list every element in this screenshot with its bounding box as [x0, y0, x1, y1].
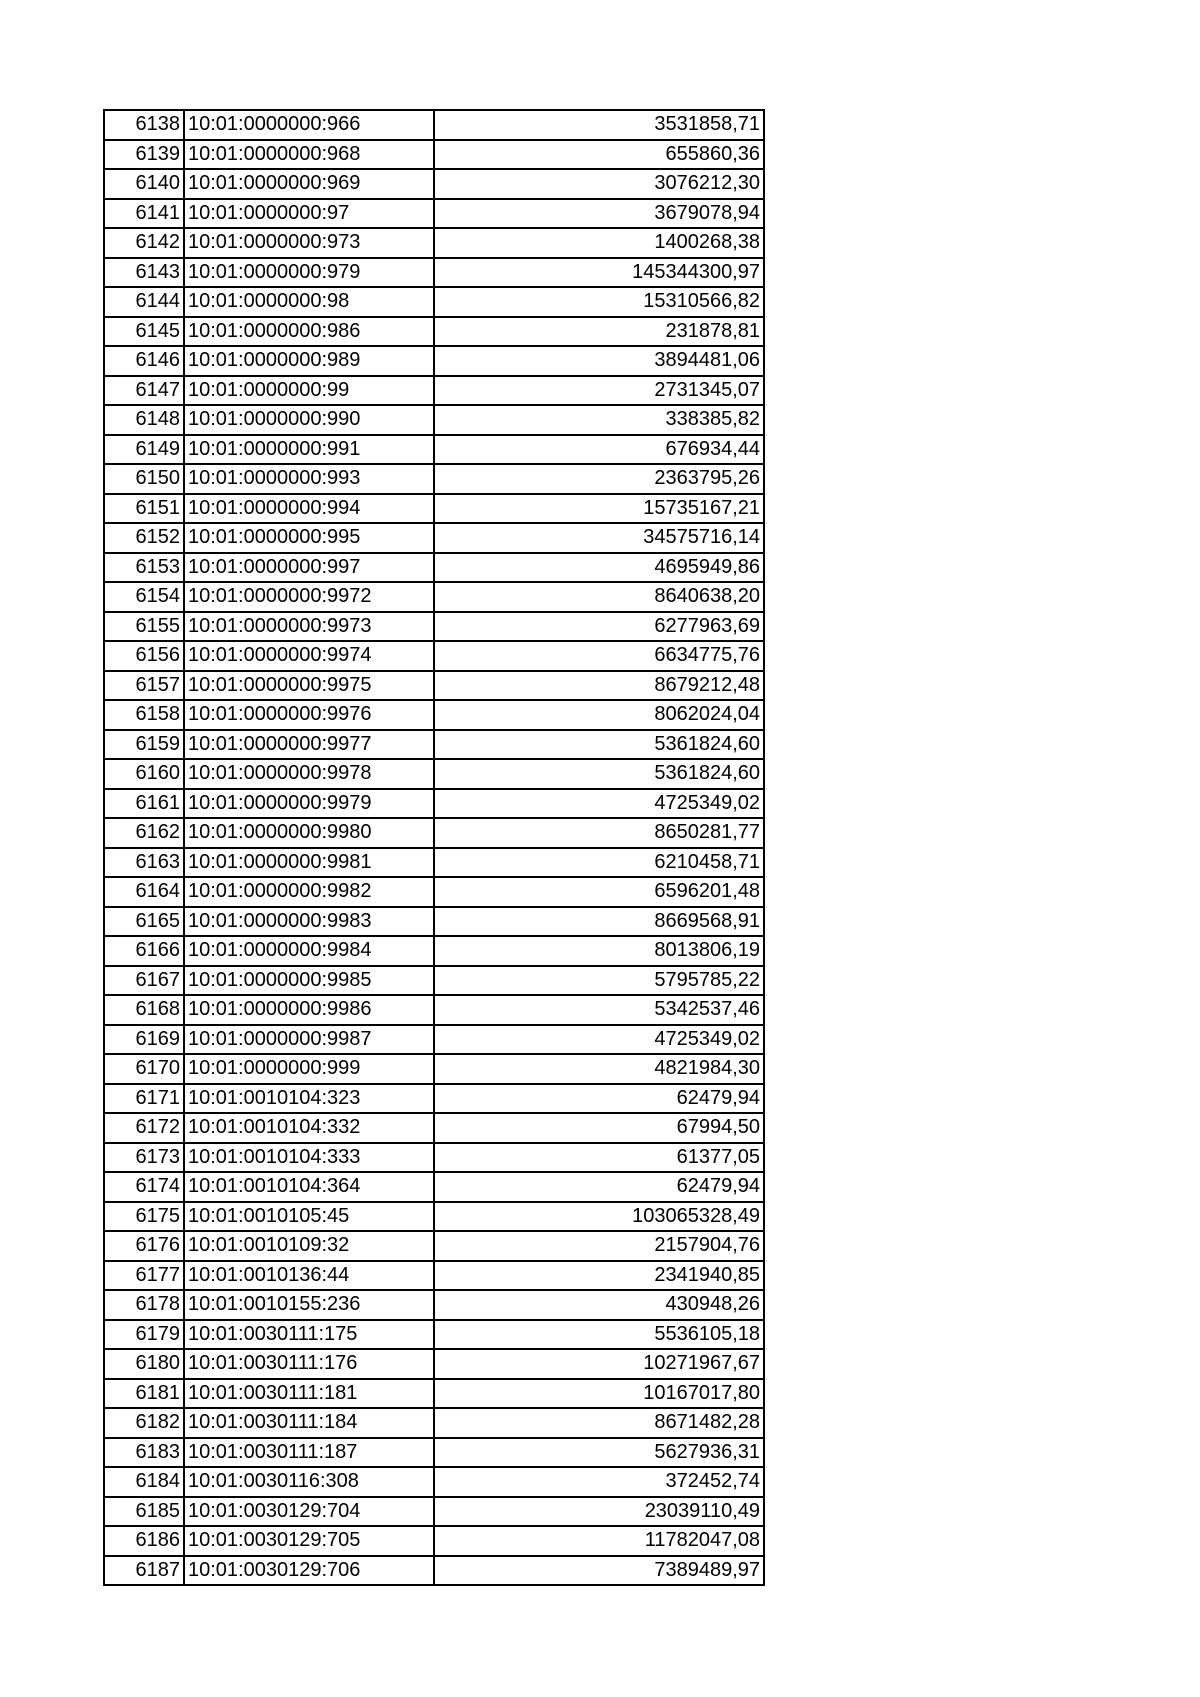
value-cell: 676934,44 [434, 435, 764, 465]
row-number-cell: 6150 [104, 464, 184, 494]
table-row [104, 1172, 764, 1202]
cadastral-number-cell: 10:01:0000000:986 [184, 317, 434, 347]
value-cell: 2731345,07 [434, 376, 764, 406]
cadastral-number-cell: 10:01:0010105:45 [184, 1202, 434, 1232]
value-cell: 6210458,71 [434, 848, 764, 878]
cadastral-number-cell: 10:01:0000000:9984 [184, 936, 434, 966]
cadastral-number-cell: 10:01:0000000:9987 [184, 1025, 434, 1055]
value-cell: 430948,26 [434, 1290, 764, 1320]
table-row [104, 287, 764, 317]
value-cell: 5361824,60 [434, 730, 764, 760]
table-row [104, 169, 764, 199]
value-cell: 8679212,48 [434, 671, 764, 701]
table-row [104, 110, 764, 140]
table-row [104, 494, 764, 524]
row-number-cell: 6178 [104, 1290, 184, 1320]
cadastral-number-cell: 10:01:0030116:308 [184, 1467, 434, 1497]
table-row [104, 1408, 764, 1438]
row-number-cell: 6147 [104, 376, 184, 406]
value-cell: 62479,94 [434, 1172, 764, 1202]
value-cell: 4821984,30 [434, 1054, 764, 1084]
table-row [104, 612, 764, 642]
cadastral-number-cell: 10:01:0000000:999 [184, 1054, 434, 1084]
row-number-cell: 6170 [104, 1054, 184, 1084]
row-number-cell: 6185 [104, 1497, 184, 1527]
cadastral-number-cell: 10:01:0000000:9976 [184, 700, 434, 730]
table-row [104, 435, 764, 465]
cadastral-number-cell: 10:01:0030129:704 [184, 1497, 434, 1527]
row-number-cell: 6171 [104, 1084, 184, 1114]
table-row [104, 1467, 764, 1497]
row-number-cell: 6145 [104, 317, 184, 347]
row-number-cell: 6169 [104, 1025, 184, 1055]
value-cell: 231878,81 [434, 317, 764, 347]
table-row [104, 228, 764, 258]
value-cell: 3679078,94 [434, 199, 764, 229]
value-cell: 3076212,30 [434, 169, 764, 199]
value-cell: 11782047,08 [434, 1526, 764, 1556]
cadastral-number-cell: 10:01:0010104:333 [184, 1143, 434, 1173]
cadastral-number-cell: 10:01:0000000:9977 [184, 730, 434, 760]
cadastral-number-cell: 10:01:0000000:979 [184, 258, 434, 288]
row-number-cell: 6181 [104, 1379, 184, 1409]
table-row [104, 405, 764, 435]
value-cell: 5627936,31 [434, 1438, 764, 1468]
row-number-cell: 6153 [104, 553, 184, 583]
table-row [104, 1556, 764, 1586]
value-cell: 6596201,48 [434, 877, 764, 907]
table-row [104, 258, 764, 288]
row-number-cell: 6152 [104, 523, 184, 553]
row-number-cell: 6168 [104, 995, 184, 1025]
table-row [104, 1290, 764, 1320]
value-cell: 61377,05 [434, 1143, 764, 1173]
value-cell: 655860,36 [434, 140, 764, 170]
cadastral-number-cell: 10:01:0000000:9982 [184, 877, 434, 907]
table-row [104, 907, 764, 937]
row-number-cell: 6143 [104, 258, 184, 288]
value-cell: 145344300,97 [434, 258, 764, 288]
table-row [104, 877, 764, 907]
row-number-cell: 6159 [104, 730, 184, 760]
value-cell: 338385,82 [434, 405, 764, 435]
cadastral-number-cell: 10:01:0000000:995 [184, 523, 434, 553]
table-row [104, 671, 764, 701]
value-cell: 8640638,20 [434, 582, 764, 612]
table-row [104, 1202, 764, 1232]
row-number-cell: 6142 [104, 228, 184, 258]
row-number-cell: 6154 [104, 582, 184, 612]
table-row [104, 346, 764, 376]
cadastral-number-cell: 10:01:0000000:99 [184, 376, 434, 406]
cadastral-number-cell: 10:01:0000000:9978 [184, 759, 434, 789]
cadastral-number-cell: 10:01:0030111:181 [184, 1379, 434, 1409]
cadastral-number-cell: 10:01:0030111:187 [184, 1438, 434, 1468]
table-row [104, 1025, 764, 1055]
table-row [104, 730, 764, 760]
cadastral-number-cell: 10:01:0000000:997 [184, 553, 434, 583]
cadastral-number-cell: 10:01:0000000:990 [184, 405, 434, 435]
row-number-cell: 6166 [104, 936, 184, 966]
value-cell: 5342537,46 [434, 995, 764, 1025]
table-row [104, 1084, 764, 1114]
cadastral-number-cell: 10:01:0000000:989 [184, 346, 434, 376]
cadastral-number-cell: 10:01:0000000:966 [184, 110, 434, 140]
value-cell: 4695949,86 [434, 553, 764, 583]
row-number-cell: 6182 [104, 1408, 184, 1438]
table-row [104, 848, 764, 878]
value-cell: 3894481,06 [434, 346, 764, 376]
value-cell: 6634775,76 [434, 641, 764, 671]
cadastral-number-cell: 10:01:0030111:176 [184, 1349, 434, 1379]
cadastral-number-cell: 10:01:0000000:9972 [184, 582, 434, 612]
table-row [104, 582, 764, 612]
value-cell: 3531858,71 [434, 110, 764, 140]
table-row [104, 1379, 764, 1409]
cadastral-number-cell: 10:01:0000000:9975 [184, 671, 434, 701]
row-number-cell: 6174 [104, 1172, 184, 1202]
value-cell: 34575716,14 [434, 523, 764, 553]
cadastral-number-cell: 10:01:0010104:332 [184, 1113, 434, 1143]
value-cell: 5536105,18 [434, 1320, 764, 1350]
cadastral-number-cell: 10:01:0000000:969 [184, 169, 434, 199]
table-row [104, 700, 764, 730]
value-cell: 2363795,26 [434, 464, 764, 494]
row-number-cell: 6179 [104, 1320, 184, 1350]
value-cell: 10167017,80 [434, 1379, 764, 1409]
cadastral-number-cell: 10:01:0000000:9981 [184, 848, 434, 878]
row-number-cell: 6141 [104, 199, 184, 229]
cadastral-number-cell: 10:01:0030129:705 [184, 1526, 434, 1556]
row-number-cell: 6139 [104, 140, 184, 170]
row-number-cell: 6146 [104, 346, 184, 376]
value-cell: 15310566,82 [434, 287, 764, 317]
row-number-cell: 6187 [104, 1556, 184, 1586]
row-number-cell: 6163 [104, 848, 184, 878]
table-row [104, 317, 764, 347]
cadastral-number-cell: 10:01:0030111:184 [184, 1408, 434, 1438]
value-cell: 5795785,22 [434, 966, 764, 996]
row-number-cell: 6156 [104, 641, 184, 671]
value-cell: 8013806,19 [434, 936, 764, 966]
cadastral-number-cell: 10:01:0000000:994 [184, 494, 434, 524]
cadastral-number-cell: 10:01:0000000:9986 [184, 995, 434, 1025]
value-cell: 15735167,21 [434, 494, 764, 524]
value-cell: 4725349,02 [434, 789, 764, 819]
table-row [104, 140, 764, 170]
table-row [104, 1231, 764, 1261]
table-row [104, 1261, 764, 1291]
table-row [104, 1113, 764, 1143]
row-number-cell: 6164 [104, 877, 184, 907]
table-row [104, 1497, 764, 1527]
value-cell: 8671482,28 [434, 1408, 764, 1438]
value-cell: 8650281,77 [434, 818, 764, 848]
row-number-cell: 6167 [104, 966, 184, 996]
row-number-cell: 6149 [104, 435, 184, 465]
cadastral-number-cell: 10:01:0000000:9980 [184, 818, 434, 848]
value-cell: 1400268,38 [434, 228, 764, 258]
table-row [104, 523, 764, 553]
cadastral-number-cell: 10:01:0000000:9974 [184, 641, 434, 671]
cadastral-number-cell: 10:01:0000000:98 [184, 287, 434, 317]
value-cell: 8062024,04 [434, 700, 764, 730]
table-row [104, 1349, 764, 1379]
table-row [104, 376, 764, 406]
table-row [104, 1438, 764, 1468]
cadastral-number-cell: 10:01:0000000:991 [184, 435, 434, 465]
table-row [104, 789, 764, 819]
table-row [104, 1526, 764, 1556]
cadastral-number-cell: 10:01:0030111:175 [184, 1320, 434, 1350]
row-number-cell: 6155 [104, 612, 184, 642]
table-body [104, 110, 764, 1585]
cadastral-number-cell: 10:01:0010155:236 [184, 1290, 434, 1320]
row-number-cell: 6175 [104, 1202, 184, 1232]
cadastral-number-cell: 10:01:0010136:44 [184, 1261, 434, 1291]
cadastral-number-cell: 10:01:0000000:993 [184, 464, 434, 494]
row-number-cell: 6177 [104, 1261, 184, 1291]
row-number-cell: 6138 [104, 110, 184, 140]
row-number-cell: 6172 [104, 1113, 184, 1143]
row-number-cell: 6184 [104, 1467, 184, 1497]
cadastral-value-table [103, 109, 765, 1586]
row-number-cell: 6183 [104, 1438, 184, 1468]
value-cell: 4725349,02 [434, 1025, 764, 1055]
row-number-cell: 6148 [104, 405, 184, 435]
table-row [104, 995, 764, 1025]
table-row [104, 966, 764, 996]
row-number-cell: 6140 [104, 169, 184, 199]
cadastral-number-cell: 10:01:0010109:32 [184, 1231, 434, 1261]
row-number-cell: 6173 [104, 1143, 184, 1173]
row-number-cell: 6180 [104, 1349, 184, 1379]
row-number-cell: 6157 [104, 671, 184, 701]
row-number-cell: 6160 [104, 759, 184, 789]
row-number-cell: 6176 [104, 1231, 184, 1261]
table-row [104, 553, 764, 583]
cadastral-number-cell: 10:01:0000000:97 [184, 199, 434, 229]
value-cell: 7389489,97 [434, 1556, 764, 1586]
row-number-cell: 6186 [104, 1526, 184, 1556]
cadastral-number-cell: 10:01:0000000:9973 [184, 612, 434, 642]
row-number-cell: 6161 [104, 789, 184, 819]
cadastral-number-cell: 10:01:0010104:323 [184, 1084, 434, 1114]
value-cell: 372452,74 [434, 1467, 764, 1497]
table-row [104, 759, 764, 789]
table-row [104, 1054, 764, 1084]
value-cell: 10271967,67 [434, 1349, 764, 1379]
row-number-cell: 6162 [104, 818, 184, 848]
table-row [104, 936, 764, 966]
table-row [104, 641, 764, 671]
table-row [104, 1320, 764, 1350]
cadastral-number-cell: 10:01:0030129:706 [184, 1556, 434, 1586]
cadastral-number-cell: 10:01:0000000:9985 [184, 966, 434, 996]
value-cell: 6277963,69 [434, 612, 764, 642]
row-number-cell: 6158 [104, 700, 184, 730]
table-row [104, 464, 764, 494]
value-cell: 62479,94 [434, 1084, 764, 1114]
value-cell: 2157904,76 [434, 1231, 764, 1261]
value-cell: 8669568,91 [434, 907, 764, 937]
value-cell: 5361824,60 [434, 759, 764, 789]
table-row [104, 818, 764, 848]
cadastral-number-cell: 10:01:0000000:9983 [184, 907, 434, 937]
table-row [104, 1143, 764, 1173]
cadastral-number-cell: 10:01:0000000:973 [184, 228, 434, 258]
value-cell: 23039110,49 [434, 1497, 764, 1527]
cadastral-number-cell: 10:01:0010104:364 [184, 1172, 434, 1202]
row-number-cell: 6151 [104, 494, 184, 524]
table-row [104, 199, 764, 229]
row-number-cell: 6165 [104, 907, 184, 937]
row-number-cell: 6144 [104, 287, 184, 317]
value-cell: 67994,50 [434, 1113, 764, 1143]
cadastral-number-cell: 10:01:0000000:9979 [184, 789, 434, 819]
value-cell: 2341940,85 [434, 1261, 764, 1291]
value-cell: 103065328,49 [434, 1202, 764, 1232]
cadastral-number-cell: 10:01:0000000:968 [184, 140, 434, 170]
